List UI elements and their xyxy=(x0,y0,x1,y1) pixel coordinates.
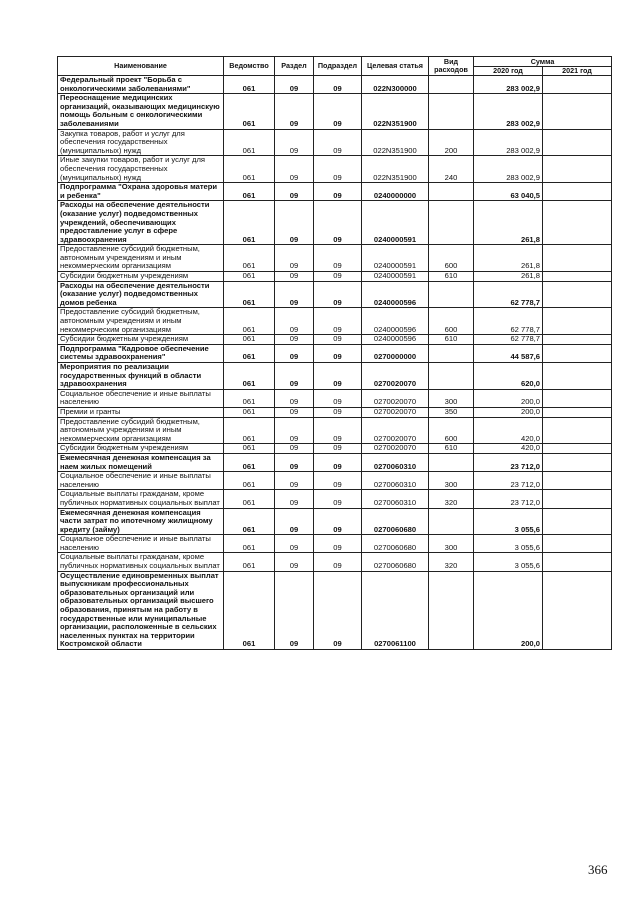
cell-section: 09 xyxy=(275,183,314,201)
cell-subsection: 09 xyxy=(314,129,362,156)
cell-sum-2021 xyxy=(543,94,612,129)
cell-dept: 061 xyxy=(224,156,275,183)
cell-section: 09 xyxy=(275,156,314,183)
cell-subsection: 09 xyxy=(314,156,362,183)
budget-table xyxy=(57,56,612,650)
cell-target: 0270060680 xyxy=(362,535,429,553)
col-header-target: Целевая статья xyxy=(362,57,429,76)
cell-target: 0240000000 xyxy=(362,183,429,201)
cell-sum-2021 xyxy=(543,363,612,390)
cell-sum-2021 xyxy=(543,183,612,201)
cell-dept: 061 xyxy=(224,389,275,407)
cell-sum-2021 xyxy=(543,571,612,649)
col-header-expense-type: Вид расходов xyxy=(429,57,474,76)
cell-section: 09 xyxy=(275,417,314,444)
cell-section: 09 xyxy=(275,129,314,156)
cell-sum-2020: 3 055,6 xyxy=(474,553,543,571)
cell-sum-2021 xyxy=(543,417,612,444)
cell-sum-2021 xyxy=(543,389,612,407)
cell-target: 0240000591 xyxy=(362,272,429,282)
col-header-2021: 2021 год xyxy=(543,67,612,76)
cell-subsection: 09 xyxy=(314,201,362,245)
cell-target: 0240000596 xyxy=(362,335,429,345)
cell-name: Премии и гранты xyxy=(58,407,224,417)
cell-name: Подпрограмма "Охрана здоровья матери и ребенка" xyxy=(58,183,224,201)
cell-dept: 061 xyxy=(224,553,275,571)
cell-section: 09 xyxy=(275,389,314,407)
cell-expense-type xyxy=(429,201,474,245)
cell-sum-2020: 283 002,9 xyxy=(474,156,543,183)
cell-section: 09 xyxy=(275,335,314,345)
cell-section: 09 xyxy=(275,508,314,535)
cell-dept: 061 xyxy=(224,129,275,156)
cell-target: 0270020070 xyxy=(362,407,429,417)
cell-target: 0270060680 xyxy=(362,553,429,571)
cell-target: 022N300000 xyxy=(362,76,429,94)
cell-sum-2020: 261,8 xyxy=(474,201,543,245)
cell-subsection: 09 xyxy=(314,363,362,390)
cell-expense-type xyxy=(429,363,474,390)
table-body xyxy=(58,76,612,650)
cell-expense-type xyxy=(429,76,474,94)
cell-expense-type xyxy=(429,453,474,471)
cell-sum-2020: 63 040,5 xyxy=(474,183,543,201)
cell-dept: 061 xyxy=(224,183,275,201)
cell-subsection: 09 xyxy=(314,389,362,407)
cell-sum-2020: 420,0 xyxy=(474,444,543,454)
cell-target: 022N351900 xyxy=(362,156,429,183)
cell-dept: 061 xyxy=(224,245,275,272)
cell-section: 09 xyxy=(275,272,314,282)
cell-name: Расходы на обеспечение деятельности (оказание услуг) подведомственных учреждений, обеспечивающих предоставление услуг в сфере здравоохранения xyxy=(58,201,224,245)
cell-section: 09 xyxy=(275,94,314,129)
cell-sum-2021 xyxy=(543,245,612,272)
cell-subsection: 09 xyxy=(314,508,362,535)
cell-sum-2021 xyxy=(543,472,612,490)
cell-subsection: 09 xyxy=(314,453,362,471)
cell-sum-2021 xyxy=(543,490,612,508)
cell-section: 09 xyxy=(275,553,314,571)
cell-sum-2021 xyxy=(543,201,612,245)
table-row xyxy=(58,444,612,454)
table-row xyxy=(58,281,612,308)
cell-sum-2020: 283 002,9 xyxy=(474,94,543,129)
cell-target: 0270020070 xyxy=(362,444,429,454)
cell-expense-type: 320 xyxy=(429,490,474,508)
cell-dept: 061 xyxy=(224,444,275,454)
cell-sum-2020: 3 055,6 xyxy=(474,508,543,535)
cell-expense-type: 300 xyxy=(429,535,474,553)
cell-sum-2020: 62 778,7 xyxy=(474,281,543,308)
cell-subsection: 09 xyxy=(314,553,362,571)
cell-expense-type: 610 xyxy=(429,272,474,282)
cell-subsection: 09 xyxy=(314,344,362,362)
cell-subsection: 09 xyxy=(314,407,362,417)
cell-target: 0270060310 xyxy=(362,490,429,508)
col-header-sum: Сумма xyxy=(474,57,612,67)
table-row xyxy=(58,76,612,94)
cell-dept: 061 xyxy=(224,308,275,335)
cell-dept: 061 xyxy=(224,472,275,490)
cell-section: 09 xyxy=(275,571,314,649)
cell-section: 09 xyxy=(275,453,314,471)
table-row xyxy=(58,129,612,156)
cell-section: 09 xyxy=(275,76,314,94)
cell-subsection: 09 xyxy=(314,571,362,649)
cell-target: 0240000591 xyxy=(362,245,429,272)
col-header-2020: 2020 год xyxy=(474,67,543,76)
cell-expense-type: 350 xyxy=(429,407,474,417)
cell-sum-2020: 283 002,9 xyxy=(474,129,543,156)
cell-section: 09 xyxy=(275,472,314,490)
cell-sum-2020: 23 712,0 xyxy=(474,490,543,508)
cell-target: 0270060310 xyxy=(362,472,429,490)
table-row xyxy=(58,245,612,272)
cell-expense-type: 600 xyxy=(429,308,474,335)
table-row xyxy=(58,308,612,335)
cell-sum-2021 xyxy=(543,444,612,454)
cell-name: Расходы на обеспечение деятельности (оказание услуг) подведомственных домов ребенка xyxy=(58,281,224,308)
cell-name: Ежемесячная денежная компенсация части затрат по ипотечному жилищному кредиту (займу) xyxy=(58,508,224,535)
col-header-subsection: Подраздел xyxy=(314,57,362,76)
cell-subsection: 09 xyxy=(314,444,362,454)
cell-dept: 061 xyxy=(224,407,275,417)
table-row xyxy=(58,535,612,553)
cell-name: Иные закупки товаров, работ и услуг для обеспечения государственных (муниципальных) нужд xyxy=(58,156,224,183)
cell-expense-type xyxy=(429,281,474,308)
cell-sum-2020: 23 712,0 xyxy=(474,453,543,471)
table-row xyxy=(58,344,612,362)
cell-sum-2020: 62 778,7 xyxy=(474,308,543,335)
cell-expense-type xyxy=(429,344,474,362)
cell-name: Подпрограмма "Кадровое обеспечение системы здравоохранения" xyxy=(58,344,224,362)
cell-dept: 061 xyxy=(224,535,275,553)
cell-sum-2020: 62 778,7 xyxy=(474,335,543,345)
cell-sum-2020: 420,0 xyxy=(474,417,543,444)
cell-dept: 061 xyxy=(224,272,275,282)
table-row xyxy=(58,156,612,183)
cell-section: 09 xyxy=(275,201,314,245)
cell-subsection: 09 xyxy=(314,183,362,201)
cell-expense-type: 240 xyxy=(429,156,474,183)
cell-sum-2021 xyxy=(543,129,612,156)
cell-subsection: 09 xyxy=(314,535,362,553)
cell-target: 0270000000 xyxy=(362,344,429,362)
cell-section: 09 xyxy=(275,245,314,272)
cell-sum-2021 xyxy=(543,308,612,335)
cell-name: Социальное обеспечение и иные выплаты населению xyxy=(58,472,224,490)
cell-sum-2021 xyxy=(543,453,612,471)
cell-sum-2021 xyxy=(543,407,612,417)
col-header-section: Раздел xyxy=(275,57,314,76)
table-row xyxy=(58,363,612,390)
cell-subsection: 09 xyxy=(314,417,362,444)
cell-sum-2021 xyxy=(543,156,612,183)
cell-expense-type xyxy=(429,571,474,649)
cell-target: 0270020070 xyxy=(362,363,429,390)
cell-subsection: 09 xyxy=(314,335,362,345)
cell-dept: 061 xyxy=(224,571,275,649)
cell-sum-2020: 200,0 xyxy=(474,389,543,407)
cell-name: Социальные выплаты гражданам, кроме публичных нормативных социальных выплат xyxy=(58,553,224,571)
cell-subsection: 09 xyxy=(314,272,362,282)
cell-sum-2020: 3 055,6 xyxy=(474,535,543,553)
cell-section: 09 xyxy=(275,444,314,454)
cell-sum-2021 xyxy=(543,344,612,362)
cell-name: Ежемесячная денежная компенсация за наем жилых помещений xyxy=(58,453,224,471)
cell-target: 0240000596 xyxy=(362,308,429,335)
cell-target: 0240000596 xyxy=(362,281,429,308)
cell-dept: 061 xyxy=(224,76,275,94)
cell-sum-2021 xyxy=(543,335,612,345)
cell-target: 0240000591 xyxy=(362,201,429,245)
cell-expense-type xyxy=(429,183,474,201)
cell-name: Предоставление субсидий бюджетным, автономным учреждениям и иным некоммерческим организациям xyxy=(58,308,224,335)
cell-dept: 061 xyxy=(224,281,275,308)
cell-expense-type: 320 xyxy=(429,553,474,571)
table-row xyxy=(58,389,612,407)
cell-dept: 061 xyxy=(224,94,275,129)
cell-expense-type: 300 xyxy=(429,472,474,490)
cell-expense-type: 610 xyxy=(429,335,474,345)
cell-dept: 061 xyxy=(224,490,275,508)
cell-section: 09 xyxy=(275,490,314,508)
cell-subsection: 09 xyxy=(314,76,362,94)
cell-subsection: 09 xyxy=(314,490,362,508)
cell-name: Социальное обеспечение и иные выплаты населению xyxy=(58,535,224,553)
cell-section: 09 xyxy=(275,407,314,417)
table-row xyxy=(58,553,612,571)
table-row xyxy=(58,417,612,444)
cell-dept: 061 xyxy=(224,363,275,390)
cell-sum-2020: 200,0 xyxy=(474,571,543,649)
cell-sum-2021 xyxy=(543,272,612,282)
cell-target: 0270060680 xyxy=(362,508,429,535)
cell-expense-type: 610 xyxy=(429,444,474,454)
cell-subsection: 09 xyxy=(314,245,362,272)
cell-name: Субсидии бюджетным учреждениям xyxy=(58,272,224,282)
cell-name: Закупка товаров, работ и услуг для обеспечения государственных (муниципальных) нужд xyxy=(58,129,224,156)
cell-expense-type: 600 xyxy=(429,417,474,444)
table-row xyxy=(58,508,612,535)
cell-name: Переоснащение медицинских организаций, оказывающих медицинскую помощь больным с онкологическими заболеваниями xyxy=(58,94,224,129)
cell-expense-type xyxy=(429,508,474,535)
cell-target: 0270061100 xyxy=(362,571,429,649)
table-row xyxy=(58,472,612,490)
cell-name: Субсидии бюджетным учреждениям xyxy=(58,444,224,454)
cell-subsection: 09 xyxy=(314,308,362,335)
table-row xyxy=(58,335,612,345)
cell-expense-type: 300 xyxy=(429,389,474,407)
cell-section: 09 xyxy=(275,281,314,308)
cell-sum-2020: 44 587,6 xyxy=(474,344,543,362)
table-row xyxy=(58,183,612,201)
table-row xyxy=(58,201,612,245)
cell-name: Социальные выплаты гражданам, кроме публичных нормативных социальных выплат xyxy=(58,490,224,508)
cell-target: 022N351900 xyxy=(362,94,429,129)
cell-name: Мероприятия по реализации государственных функций в области здравоохранения xyxy=(58,363,224,390)
cell-target: 022N351900 xyxy=(362,129,429,156)
cell-dept: 061 xyxy=(224,508,275,535)
cell-dept: 061 xyxy=(224,335,275,345)
table-row xyxy=(58,94,612,129)
table-row xyxy=(58,407,612,417)
cell-expense-type: 200 xyxy=(429,129,474,156)
cell-expense-type xyxy=(429,94,474,129)
cell-dept: 061 xyxy=(224,417,275,444)
cell-sum-2021 xyxy=(543,281,612,308)
cell-sum-2021 xyxy=(543,508,612,535)
cell-name: Социальное обеспечение и иные выплаты населению xyxy=(58,389,224,407)
cell-dept: 061 xyxy=(224,344,275,362)
cell-section: 09 xyxy=(275,308,314,335)
cell-sum-2020: 620,0 xyxy=(474,363,543,390)
col-header-name: Наименование xyxy=(58,57,224,76)
table-row xyxy=(58,571,612,649)
table-row xyxy=(58,272,612,282)
cell-name: Предоставление субсидий бюджетным, автономным учреждениям и иным некоммерческим организациям xyxy=(58,417,224,444)
cell-section: 09 xyxy=(275,535,314,553)
cell-name: Федеральный проект "Борьба с онкологическими заболеваниями" xyxy=(58,76,224,94)
cell-dept: 061 xyxy=(224,453,275,471)
cell-sum-2020: 261,8 xyxy=(474,272,543,282)
cell-dept: 061 xyxy=(224,201,275,245)
cell-sum-2021 xyxy=(543,76,612,94)
cell-sum-2020: 261,8 xyxy=(474,245,543,272)
cell-sum-2021 xyxy=(543,535,612,553)
cell-section: 09 xyxy=(275,344,314,362)
cell-subsection: 09 xyxy=(314,472,362,490)
col-header-dept: Ведомство xyxy=(224,57,275,76)
cell-subsection: 09 xyxy=(314,281,362,308)
cell-sum-2020: 23 712,0 xyxy=(474,472,543,490)
table-row xyxy=(58,453,612,471)
cell-sum-2021 xyxy=(543,553,612,571)
cell-target: 0270020070 xyxy=(362,417,429,444)
table-row xyxy=(58,490,612,508)
cell-subsection: 09 xyxy=(314,94,362,129)
cell-section: 09 xyxy=(275,363,314,390)
cell-sum-2020: 200,0 xyxy=(474,407,543,417)
cell-target: 0270020070 xyxy=(362,389,429,407)
cell-name: Предоставление субсидий бюджетным, автономным учреждениям и иным некоммерческим организациям xyxy=(58,245,224,272)
cell-expense-type: 600 xyxy=(429,245,474,272)
page-number: 366 xyxy=(588,862,608,877)
cell-sum-2020: 283 002,9 xyxy=(474,76,543,94)
cell-target: 0270060310 xyxy=(362,453,429,471)
cell-name: Субсидии бюджетным учреждениям xyxy=(58,335,224,345)
cell-name: Осуществление единовременных выплат выпускникам профессиональных образовательных организаций или образовательных организаций высшего образования, принятым на работу в государственные или муниципальные организации, расположенные в сельских населенных пунктах на территории Костромской области xyxy=(58,571,224,649)
